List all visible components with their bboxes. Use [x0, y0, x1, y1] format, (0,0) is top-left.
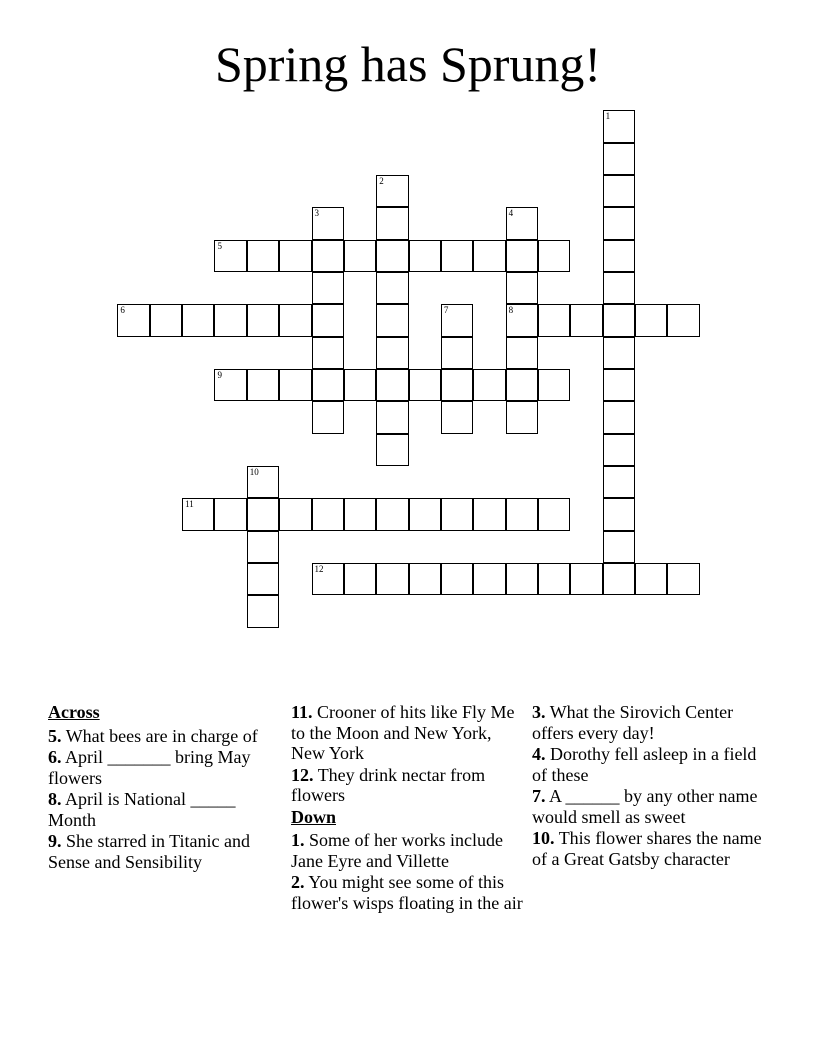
- clue-across-11: 11. Crooner of hits like Fly Me to the Moon and New York, New York: [291, 702, 515, 763]
- clue-down-7: 7. A ______ by any other name would smell as sweet: [532, 786, 758, 827]
- grid-cell[interactable]: [603, 272, 635, 304]
- grid-cell[interactable]: [441, 304, 473, 336]
- grid-cell[interactable]: [441, 563, 473, 595]
- grid-cell[interactable]: [603, 466, 635, 498]
- grid-cell[interactable]: [603, 143, 635, 175]
- clue-down-2: 2. You might see some of this flower's wisps floating in the air: [291, 872, 523, 913]
- grid-cell[interactable]: [247, 595, 279, 627]
- grid-cell[interactable]: [506, 563, 538, 595]
- grid-cell[interactable]: [376, 434, 408, 466]
- grid-cell[interactable]: [247, 498, 279, 530]
- grid-cell[interactable]: [376, 563, 408, 595]
- grid-cell[interactable]: [312, 563, 344, 595]
- clue-number-label: 6: [120, 305, 125, 316]
- grid-cell[interactable]: [376, 369, 408, 401]
- clue-number-label: 2: [379, 175, 384, 186]
- grid-cell[interactable]: [312, 240, 344, 272]
- grid-cell[interactable]: [506, 272, 538, 304]
- grid-cell[interactable]: [279, 304, 311, 336]
- grid-cell[interactable]: [603, 175, 635, 207]
- grid-cell[interactable]: [603, 240, 635, 272]
- grid-cell[interactable]: [635, 563, 667, 595]
- grid-cell[interactable]: [603, 304, 635, 336]
- grid-cell[interactable]: [214, 304, 246, 336]
- grid-cell[interactable]: [506, 240, 538, 272]
- grid-cell[interactable]: [441, 240, 473, 272]
- grid-cell[interactable]: [344, 563, 376, 595]
- grid-cell[interactable]: [538, 240, 570, 272]
- grid-cell[interactable]: [344, 498, 376, 530]
- grid-cell[interactable]: [247, 240, 279, 272]
- grid-cell[interactable]: [506, 304, 538, 336]
- down-heading: Down: [291, 806, 337, 827]
- clue-across-12: 12. They drink nectar from flowers: [291, 764, 486, 805]
- grid-cell[interactable]: [312, 401, 344, 433]
- clue-column-3: [532, 702, 768, 870]
- clue-across-6: 6. April _______ bring May flowers: [48, 747, 251, 788]
- puzzle-title: Spring has Sprung!: [214, 36, 602, 92]
- grid-cell[interactable]: [376, 207, 408, 239]
- grid-cell[interactable]: [409, 369, 441, 401]
- grid-cell[interactable]: [214, 240, 246, 272]
- grid-cell[interactable]: [247, 531, 279, 563]
- grid-cell[interactable]: [603, 110, 635, 142]
- grid-cell[interactable]: [214, 498, 246, 530]
- grid-cell[interactable]: [376, 498, 408, 530]
- grid-cell[interactable]: [506, 401, 538, 433]
- grid-cell[interactable]: [506, 337, 538, 369]
- clue-number-label: 9: [217, 370, 222, 380]
- grid-cell[interactable]: [603, 498, 635, 530]
- grid-cell[interactable]: [117, 304, 149, 336]
- clue-number-label: 3: [314, 208, 319, 219]
- clue-number-label: 4: [508, 208, 514, 219]
- grid-cell[interactable]: [214, 369, 246, 401]
- grid-cell[interactable]: [603, 369, 635, 401]
- grid-cell[interactable]: [667, 563, 699, 595]
- grid-cell[interactable]: [376, 401, 408, 433]
- grid-cell[interactable]: [570, 563, 602, 595]
- grid-cell[interactable]: [344, 369, 376, 401]
- grid-cell[interactable]: [603, 434, 635, 466]
- grid-cell[interactable]: [538, 498, 570, 530]
- grid-cell[interactable]: [247, 304, 279, 336]
- clue-down-3: 3. What the Sirovich Center offers every day!: [532, 702, 734, 743]
- grid-cell[interactable]: [247, 466, 279, 498]
- grid-cell[interactable]: [473, 498, 505, 530]
- across-heading: Across: [48, 702, 100, 722]
- grid-cell[interactable]: [312, 207, 344, 239]
- clue-column-1: [48, 702, 284, 873]
- grid-cell[interactable]: [376, 240, 408, 272]
- grid-cell[interactable]: [538, 563, 570, 595]
- grid-cell[interactable]: [312, 498, 344, 530]
- grid-cell[interactable]: [182, 498, 214, 530]
- grid-cell[interactable]: [376, 337, 408, 369]
- grid-cell[interactable]: [441, 369, 473, 401]
- clue-down-1: 1. Some of her works include Jane Eyre and Villette: [291, 830, 503, 871]
- grid-cell[interactable]: [473, 240, 505, 272]
- grid-cell[interactable]: [667, 304, 699, 336]
- grid-cell[interactable]: [570, 304, 602, 336]
- grid-cell[interactable]: [473, 369, 505, 401]
- grid-cell[interactable]: [312, 369, 344, 401]
- grid-cell[interactable]: [538, 369, 570, 401]
- clue-column-2: [291, 702, 527, 914]
- grid-cell[interactable]: [473, 563, 505, 595]
- clue-across-5: 5. What bees are in charge of: [48, 725, 258, 746]
- grid-cell[interactable]: [409, 563, 441, 595]
- grid-cell[interactable]: [312, 304, 344, 336]
- clue-down-4: 4. Dorothy fell asleep in a field of these: [532, 744, 757, 785]
- grid-cell[interactable]: [247, 563, 279, 595]
- clue-number-label: 8: [508, 305, 514, 316]
- grid-cell[interactable]: [409, 240, 441, 272]
- grid-cell[interactable]: [279, 369, 311, 401]
- clue-number-label: 7: [443, 305, 449, 316]
- grid-cell[interactable]: [182, 304, 214, 336]
- grid-cell[interactable]: [603, 401, 635, 433]
- clue-number-label: 12: [314, 564, 324, 575]
- grid-cell[interactable]: [441, 337, 473, 369]
- grid-cell[interactable]: [506, 498, 538, 530]
- grid-cell[interactable]: [279, 240, 311, 272]
- grid-cell[interactable]: [441, 498, 473, 530]
- grid-cell[interactable]: [441, 401, 473, 433]
- grid-cell[interactable]: [603, 531, 635, 563]
- grid-cell[interactable]: [279, 498, 311, 530]
- clue-number-label: 10: [249, 467, 259, 478]
- clue-number-label: 1: [605, 111, 611, 122]
- grid-cell[interactable]: [603, 207, 635, 239]
- clue-across-9: 9. She starred in Titanic and Sense and Sensibility: [48, 831, 250, 872]
- clue-number-label: 5: [217, 240, 222, 251]
- grid-cell[interactable]: [376, 272, 408, 304]
- clue-across-8: 8. April is National _____ Month: [48, 789, 236, 830]
- grid-cell[interactable]: [506, 207, 538, 239]
- grid-cell[interactable]: [150, 304, 182, 336]
- grid-cell[interactable]: [312, 272, 344, 304]
- clue-number-label: 11: [185, 499, 194, 510]
- clue-down-10: 10. This flower shares the name of a Great Gatsby character: [532, 828, 762, 869]
- grid-cell[interactable]: [376, 175, 408, 207]
- grid-cell[interactable]: [635, 304, 667, 336]
- grid-cell[interactable]: [312, 337, 344, 369]
- grid-cell[interactable]: [603, 337, 635, 369]
- grid-cell[interactable]: [538, 304, 570, 336]
- grid-cell[interactable]: [376, 304, 408, 336]
- grid-cell[interactable]: [247, 369, 279, 401]
- grid-cell[interactable]: [344, 240, 376, 272]
- grid-cell[interactable]: [603, 563, 635, 595]
- grid-cell[interactable]: [409, 498, 441, 530]
- grid-cell[interactable]: [506, 369, 538, 401]
